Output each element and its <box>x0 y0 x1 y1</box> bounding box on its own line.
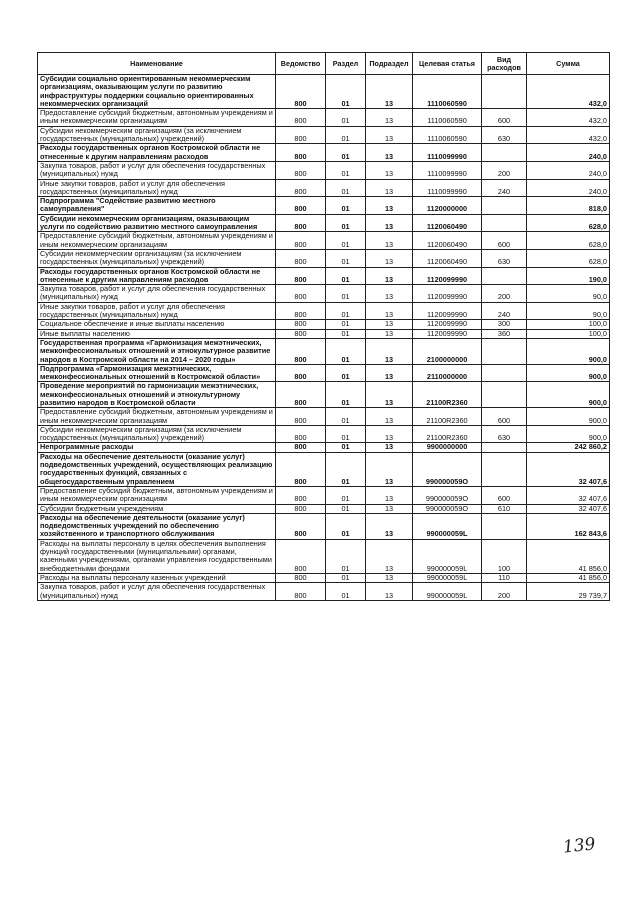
cell-target: 1120099990 <box>413 267 482 285</box>
cell-name: Проведение мероприятий по гармонизации межэтнических, межконфессиональных отношений и этнокультурному развитию народов в Костромской области <box>38 382 276 408</box>
cell-dept: 800 <box>276 232 326 250</box>
cell-dept: 800 <box>276 109 326 127</box>
cell-name: Расходы на обеспечение деятельности (оказание услуг) подведомственных учреждений по обеспечению хозяйственного и транспортного обслуживания <box>38 513 276 539</box>
cell-dept: 800 <box>276 329 326 338</box>
cell-subsection: 13 <box>366 302 413 320</box>
cell-subsection: 13 <box>366 161 413 179</box>
cell-dept: 800 <box>276 267 326 285</box>
cell-amount: 41 856,0 <box>527 573 610 582</box>
cell-target: 990000059L <box>413 573 482 582</box>
cell-name: Расходы на выплаты персоналу в целях обеспечения выполнения функций государственными (муниципальными) органами, казенными учреждениями, органами управления государственными внебюджетными фондами <box>38 539 276 573</box>
budget-table <box>37 52 610 601</box>
cell-section: 01 <box>326 144 366 162</box>
table-row <box>38 408 610 426</box>
cell-amount: 242 860,2 <box>527 443 610 452</box>
cell-name: Иные выплаты населению <box>38 329 276 338</box>
table-row <box>38 329 610 338</box>
cell-exp-type: 240 <box>482 302 527 320</box>
cell-subsection: 13 <box>366 539 413 573</box>
cell-dept: 800 <box>276 144 326 162</box>
cell-target: 1110060590 <box>413 126 482 144</box>
cell-section: 01 <box>326 583 366 601</box>
cell-exp-type: 600 <box>482 232 527 250</box>
cell-section: 01 <box>326 486 366 504</box>
cell-section: 01 <box>326 382 366 408</box>
cell-subsection: 13 <box>366 75 413 109</box>
cell-target: 1120099990 <box>413 302 482 320</box>
cell-section: 01 <box>326 249 366 267</box>
table-body <box>38 75 610 601</box>
cell-section: 01 <box>326 452 366 486</box>
cell-subsection: 13 <box>366 126 413 144</box>
cell-exp-type <box>482 144 527 162</box>
cell-exp-type <box>482 364 527 382</box>
cell-exp-type <box>482 443 527 452</box>
cell-exp-type: 300 <box>482 320 527 329</box>
cell-name: Непрограммные расходы <box>38 443 276 452</box>
cell-target: 1110099990 <box>413 161 482 179</box>
cell-target: 990000059О <box>413 452 482 486</box>
cell-amount: 32 407,6 <box>527 504 610 513</box>
cell-exp-type <box>482 338 527 364</box>
cell-target: 21100R2360 <box>413 382 482 408</box>
cell-name: Субсидии некоммерческим организациям, оказывающим услуги по содействию развитию местного самоуправления <box>38 214 276 232</box>
cell-exp-type: 200 <box>482 583 527 601</box>
cell-subsection: 13 <box>366 232 413 250</box>
table-row <box>38 573 610 582</box>
cell-amount: 240,0 <box>527 179 610 197</box>
cell-exp-type: 360 <box>482 329 527 338</box>
cell-exp-type: 630 <box>482 425 527 443</box>
cell-section: 01 <box>326 425 366 443</box>
cell-amount: 432,0 <box>527 126 610 144</box>
cell-exp-type: 110 <box>482 573 527 582</box>
cell-subsection: 13 <box>366 179 413 197</box>
cell-amount: 162 843,6 <box>527 513 610 539</box>
cell-target: 1120060490 <box>413 214 482 232</box>
cell-subsection: 13 <box>366 504 413 513</box>
cell-section: 01 <box>326 364 366 382</box>
cell-subsection: 13 <box>366 109 413 127</box>
table-row <box>38 504 610 513</box>
table-row <box>38 302 610 320</box>
cell-exp-type <box>482 214 527 232</box>
cell-target: 1110060590 <box>413 75 482 109</box>
cell-section: 01 <box>326 573 366 582</box>
cell-amount: 818,0 <box>527 197 610 215</box>
cell-name: Государственная программа «Гармонизация межэтнических, межконфессиональных отношений и этнокультурное развитие народов в Костромской области на 2014 – 2020 годы» <box>38 338 276 364</box>
cell-dept: 800 <box>276 583 326 601</box>
cell-dept: 800 <box>276 425 326 443</box>
cell-dept: 800 <box>276 285 326 303</box>
cell-exp-type <box>482 197 527 215</box>
cell-exp-type: 240 <box>482 179 527 197</box>
cell-name: Расходы государственных органов Костромской области не отнесенные к другим направлениям расходов <box>38 144 276 162</box>
cell-target: 990000059L <box>413 583 482 601</box>
cell-subsection: 13 <box>366 249 413 267</box>
header-section: Раздел <box>326 53 366 75</box>
cell-target: 9900000000 <box>413 443 482 452</box>
table-row <box>38 364 610 382</box>
cell-name: Подпрограмма "Содействие развитию местного самоуправления" <box>38 197 276 215</box>
cell-target: 2100000000 <box>413 338 482 364</box>
cell-dept: 800 <box>276 364 326 382</box>
table-row <box>38 513 610 539</box>
cell-exp-type: 610 <box>482 504 527 513</box>
cell-dept: 800 <box>276 302 326 320</box>
cell-target: 1110060590 <box>413 109 482 127</box>
cell-subsection: 13 <box>366 285 413 303</box>
cell-amount: 900,0 <box>527 408 610 426</box>
cell-exp-type: 600 <box>482 486 527 504</box>
cell-subsection: 13 <box>366 486 413 504</box>
cell-dept: 800 <box>276 408 326 426</box>
cell-amount: 900,0 <box>527 364 610 382</box>
cell-dept: 800 <box>276 197 326 215</box>
table-row <box>38 75 610 109</box>
cell-dept: 800 <box>276 504 326 513</box>
cell-subsection: 13 <box>366 513 413 539</box>
cell-subsection: 13 <box>366 144 413 162</box>
cell-exp-type: 630 <box>482 249 527 267</box>
cell-amount: 29 739,7 <box>527 583 610 601</box>
cell-name: Расходы на обеспечение деятельности (оказание услуг) подведомственных учреждений, осуществляющих реализацию государственных функций, связанных с общегосударственным управлением <box>38 452 276 486</box>
cell-section: 01 <box>326 285 366 303</box>
cell-section: 01 <box>326 329 366 338</box>
cell-dept: 800 <box>276 179 326 197</box>
cell-amount: 90,0 <box>527 302 610 320</box>
cell-target: 990000059О <box>413 486 482 504</box>
cell-dept: 800 <box>276 320 326 329</box>
cell-subsection: 13 <box>366 443 413 452</box>
cell-subsection: 13 <box>366 214 413 232</box>
cell-target: 990000059L <box>413 513 482 539</box>
cell-name: Закупка товаров, работ и услуг для обеспечения государственных (муниципальных) нужд <box>38 161 276 179</box>
cell-amount: 100,0 <box>527 320 610 329</box>
table-row <box>38 486 610 504</box>
table-row <box>38 126 610 144</box>
page-number: 139 <box>562 834 597 858</box>
cell-section: 01 <box>326 126 366 144</box>
cell-section: 01 <box>326 232 366 250</box>
cell-amount: 628,0 <box>527 232 610 250</box>
table-row <box>38 109 610 127</box>
cell-subsection: 13 <box>366 425 413 443</box>
cell-exp-type: 200 <box>482 161 527 179</box>
cell-name: Расходы на выплаты персоналу казенных учреждений <box>38 573 276 582</box>
cell-exp-type <box>482 75 527 109</box>
cell-dept: 800 <box>276 75 326 109</box>
cell-dept: 800 <box>276 513 326 539</box>
cell-target: 990000059О <box>413 504 482 513</box>
header-target: Целевая статья <box>413 53 482 75</box>
cell-dept: 800 <box>276 126 326 144</box>
cell-amount: 100,0 <box>527 329 610 338</box>
cell-subsection: 13 <box>366 452 413 486</box>
table-row <box>38 249 610 267</box>
cell-exp-type <box>482 267 527 285</box>
table-row <box>38 161 610 179</box>
cell-subsection: 13 <box>366 338 413 364</box>
cell-name: Субсидии бюджетным учреждениям <box>38 504 276 513</box>
cell-subsection: 13 <box>366 364 413 382</box>
cell-section: 01 <box>326 443 366 452</box>
cell-name: Субсидии некоммерческим организациям (за исключением государственных (муниципальных) учреждений) <box>38 249 276 267</box>
cell-section: 01 <box>326 75 366 109</box>
cell-section: 01 <box>326 338 366 364</box>
cell-section: 01 <box>326 539 366 573</box>
cell-name: Предоставление субсидий бюджетным, автономным учреждениям и иным некоммерческим организациям <box>38 232 276 250</box>
cell-target: 1120060490 <box>413 249 482 267</box>
table-row <box>38 197 610 215</box>
table-row <box>38 144 610 162</box>
cell-name: Социальное обеспечение и иные выплаты населению <box>38 320 276 329</box>
cell-section: 01 <box>326 408 366 426</box>
cell-dept: 800 <box>276 382 326 408</box>
cell-section: 01 <box>326 197 366 215</box>
table-header-row <box>38 53 610 75</box>
header-name: Наименование <box>38 53 276 75</box>
table-row <box>38 267 610 285</box>
cell-exp-type: 600 <box>482 408 527 426</box>
cell-dept: 800 <box>276 539 326 573</box>
cell-amount: 32 407,6 <box>527 486 610 504</box>
cell-target: 1120099990 <box>413 285 482 303</box>
cell-section: 01 <box>326 320 366 329</box>
cell-dept: 800 <box>276 573 326 582</box>
cell-target: 1110099990 <box>413 144 482 162</box>
cell-name: Расходы государственных органов Костромской области не отнесенные к другим направлениям расходов <box>38 267 276 285</box>
cell-section: 01 <box>326 267 366 285</box>
cell-target: 1120099990 <box>413 329 482 338</box>
table-row <box>38 338 610 364</box>
cell-name: Субсидии некоммерческим организациям (за исключением государственных (муниципальных) учреждений) <box>38 126 276 144</box>
cell-dept: 800 <box>276 161 326 179</box>
cell-subsection: 13 <box>366 573 413 582</box>
cell-amount: 240,0 <box>527 161 610 179</box>
header-dept: Ведомство <box>276 53 326 75</box>
cell-target: 21100R2360 <box>413 425 482 443</box>
cell-dept: 800 <box>276 338 326 364</box>
table-row <box>38 452 610 486</box>
cell-target: 1120099990 <box>413 320 482 329</box>
cell-subsection: 13 <box>366 320 413 329</box>
cell-name: Закупка товаров, работ и услуг для обеспечения государственных (муниципальных) нужд <box>38 583 276 601</box>
table-row <box>38 179 610 197</box>
cell-section: 01 <box>326 179 366 197</box>
cell-exp-type <box>482 452 527 486</box>
header-subsection: Подраздел <box>366 53 413 75</box>
table-row <box>38 232 610 250</box>
cell-subsection: 13 <box>366 382 413 408</box>
table-row <box>38 320 610 329</box>
cell-section: 01 <box>326 504 366 513</box>
cell-amount: 240,0 <box>527 144 610 162</box>
cell-dept: 800 <box>276 486 326 504</box>
cell-amount: 32 407,6 <box>527 452 610 486</box>
cell-section: 01 <box>326 302 366 320</box>
header-exp-type: Вид расходов <box>482 53 527 75</box>
cell-name: Субсидии социально ориентированным некоммерческим организациям, оказывающим услуги по развитию инфраструктуры поддержки социально ориентированных некоммерческих организаций <box>38 75 276 109</box>
cell-name: Подпрограмма «Гармонизация межэтнических, межконфессиональных отношений в Костромской области» <box>38 364 276 382</box>
table-row <box>38 425 610 443</box>
cell-dept: 800 <box>276 452 326 486</box>
cell-target: 1120060490 <box>413 232 482 250</box>
table-row <box>38 539 610 573</box>
cell-target: 2110000000 <box>413 364 482 382</box>
cell-amount: 628,0 <box>527 249 610 267</box>
table-row <box>38 285 610 303</box>
cell-amount: 90,0 <box>527 285 610 303</box>
cell-dept: 800 <box>276 443 326 452</box>
table-row <box>38 443 610 452</box>
cell-subsection: 13 <box>366 267 413 285</box>
cell-amount: 900,0 <box>527 425 610 443</box>
header-amount: Сумма <box>527 53 610 75</box>
cell-amount: 900,0 <box>527 338 610 364</box>
cell-amount: 900,0 <box>527 382 610 408</box>
cell-amount: 432,0 <box>527 109 610 127</box>
table-row <box>38 583 610 601</box>
cell-subsection: 13 <box>366 197 413 215</box>
cell-amount: 432,0 <box>527 75 610 109</box>
table-row <box>38 382 610 408</box>
cell-exp-type: 600 <box>482 109 527 127</box>
cell-exp-type <box>482 513 527 539</box>
cell-name: Предоставление субсидий бюджетным, автономным учреждениям и иным некоммерческим организациям <box>38 109 276 127</box>
cell-name: Субсидии некоммерческим организациям (за исключением государственных (муниципальных) учреждений) <box>38 425 276 443</box>
cell-name: Предоставление субсидий бюджетным, автономным учреждениям и иным некоммерческим организациям <box>38 486 276 504</box>
cell-dept: 800 <box>276 214 326 232</box>
cell-subsection: 13 <box>366 583 413 601</box>
cell-name: Закупка товаров, работ и услуг для обеспечения государственных (муниципальных) нужд <box>38 285 276 303</box>
cell-name: Предоставление субсидий бюджетным, автономным учреждениям и иным некоммерческим организациям <box>38 408 276 426</box>
cell-target: 1110099990 <box>413 179 482 197</box>
cell-exp-type: 200 <box>482 285 527 303</box>
cell-exp-type: 630 <box>482 126 527 144</box>
cell-name: Иные закупки товаров, работ и услуг для обеспечения государственных (муниципальных) нужд <box>38 302 276 320</box>
cell-section: 01 <box>326 513 366 539</box>
cell-exp-type: 100 <box>482 539 527 573</box>
cell-amount: 190,0 <box>527 267 610 285</box>
cell-section: 01 <box>326 161 366 179</box>
cell-exp-type <box>482 382 527 408</box>
cell-dept: 800 <box>276 249 326 267</box>
table-row <box>38 214 610 232</box>
cell-target: 990000059L <box>413 539 482 573</box>
cell-subsection: 13 <box>366 329 413 338</box>
cell-target: 21100R2360 <box>413 408 482 426</box>
cell-target: 1120000000 <box>413 197 482 215</box>
cell-amount: 41 856,0 <box>527 539 610 573</box>
cell-name: Иные закупки товаров, работ и услуг для обеспечения государственных (муниципальных) нужд <box>38 179 276 197</box>
cell-amount: 628,0 <box>527 214 610 232</box>
cell-section: 01 <box>326 109 366 127</box>
cell-section: 01 <box>326 214 366 232</box>
cell-subsection: 13 <box>366 408 413 426</box>
